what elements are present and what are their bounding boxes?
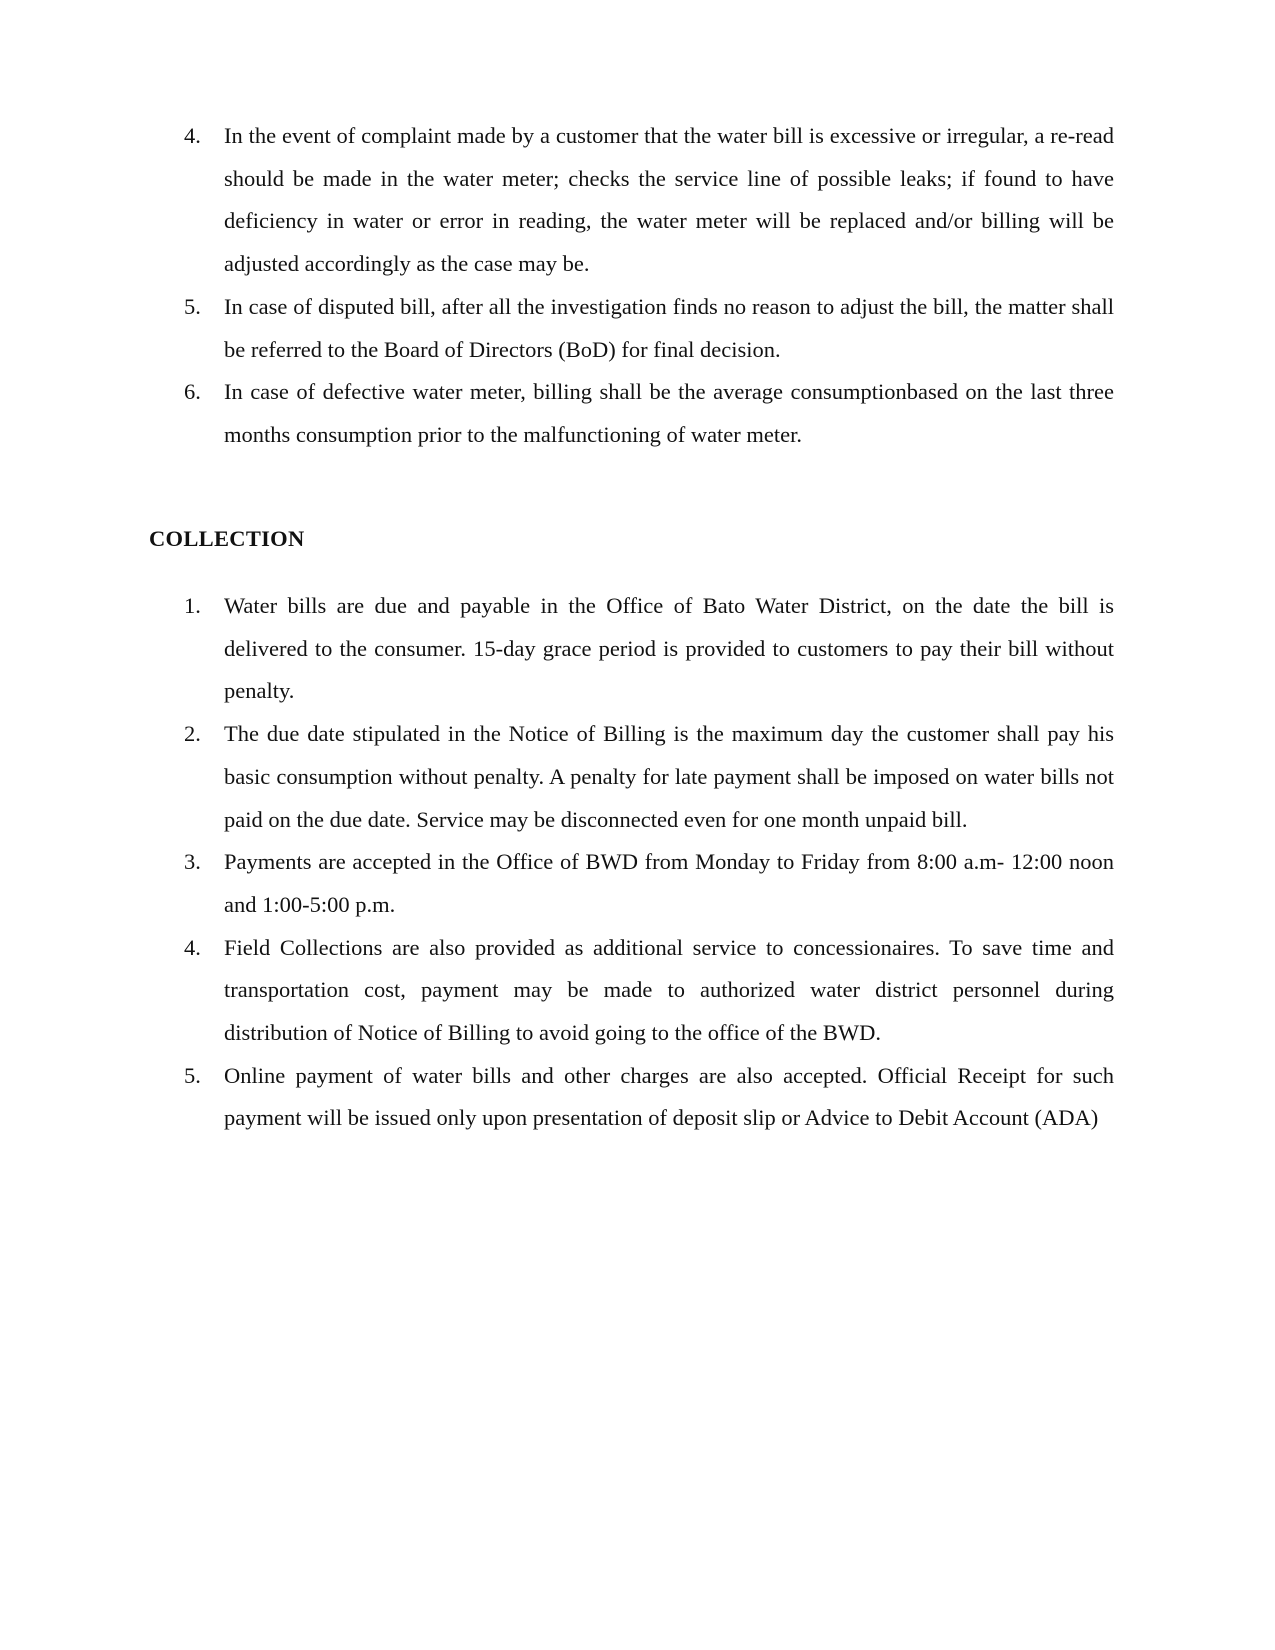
list-item xyxy=(184,585,1114,713)
list-item xyxy=(184,286,1114,371)
list-item xyxy=(184,371,1114,456)
list-item-number: 6. xyxy=(184,379,201,405)
list-item xyxy=(184,927,1114,1055)
list-item-text: The due date stipulated in the Notice of Billing is the maximum day the customer shall pay his basic consumption without penalty. A penalty for late payment shall be imposed on water bills not paid on the due date. Service may be disconnected even for one month unpaid bill. xyxy=(224,721,1114,832)
list-item-number: 4. xyxy=(184,934,201,960)
list-item xyxy=(184,115,1114,286)
collection-list xyxy=(184,585,1114,1140)
list-item-text: In the event of complaint made by a customer that the water bill is excessive or irregular, a re-read should be made in the water meter; checks the service line of possible leaks; if found to have deficiency in water or error in reading, the water meter will be replaced and/or billing will be adjusted accordingly as the case may be. xyxy=(224,123,1114,277)
list-item-text: Water bills are due and payable in the Office of Bato Water District, on the date the bill is delivered to the consumer. 15-day grace period is provided to customers to pay their bill without penalty. xyxy=(224,593,1114,704)
list-item xyxy=(184,841,1114,926)
list-item-number: 5. xyxy=(184,1062,201,1088)
billing-list xyxy=(184,115,1114,457)
list-item-text: Payments are accepted in the Office of BWD from Monday to Friday from 8:00 a.m- 12:00 noon and 1:00-5:00 p.m. xyxy=(224,849,1114,917)
list-item-number: 4. xyxy=(184,123,201,148)
list-item-text: Online payment of water bills and other charges are also accepted. Official Receipt for such payment will be issued only upon presentation of deposit slip or Advice to Debit Account (ADA) xyxy=(224,1062,1114,1131)
list-item-text: In case of disputed bill, after all the investigation finds no reason to adjust the bill, the matter shall be referred to the Board of Directors (BoD) for final decision. xyxy=(224,293,1114,362)
section-heading-collection: COLLECTION xyxy=(149,526,305,551)
list-item xyxy=(184,713,1114,841)
list-item-number: 3. xyxy=(184,849,201,875)
list-item-number: 2. xyxy=(184,721,201,747)
list-item-number: 5. xyxy=(184,293,201,319)
list-item xyxy=(184,1055,1114,1140)
list-item-number: 1. xyxy=(184,593,201,618)
list-item-text: In case of defective water meter, billing shall be the average consumptionbased on the last three months consumption prior to the malfunctioning of water meter. xyxy=(224,379,1114,447)
list-item-text: Field Collections are also provided as additional service to concessionaires. To save time and transportation cost, payment may be made to authorized water district personnel during distribution of Notice of Billing to avoid going to the office of the BWD. xyxy=(224,934,1114,1046)
